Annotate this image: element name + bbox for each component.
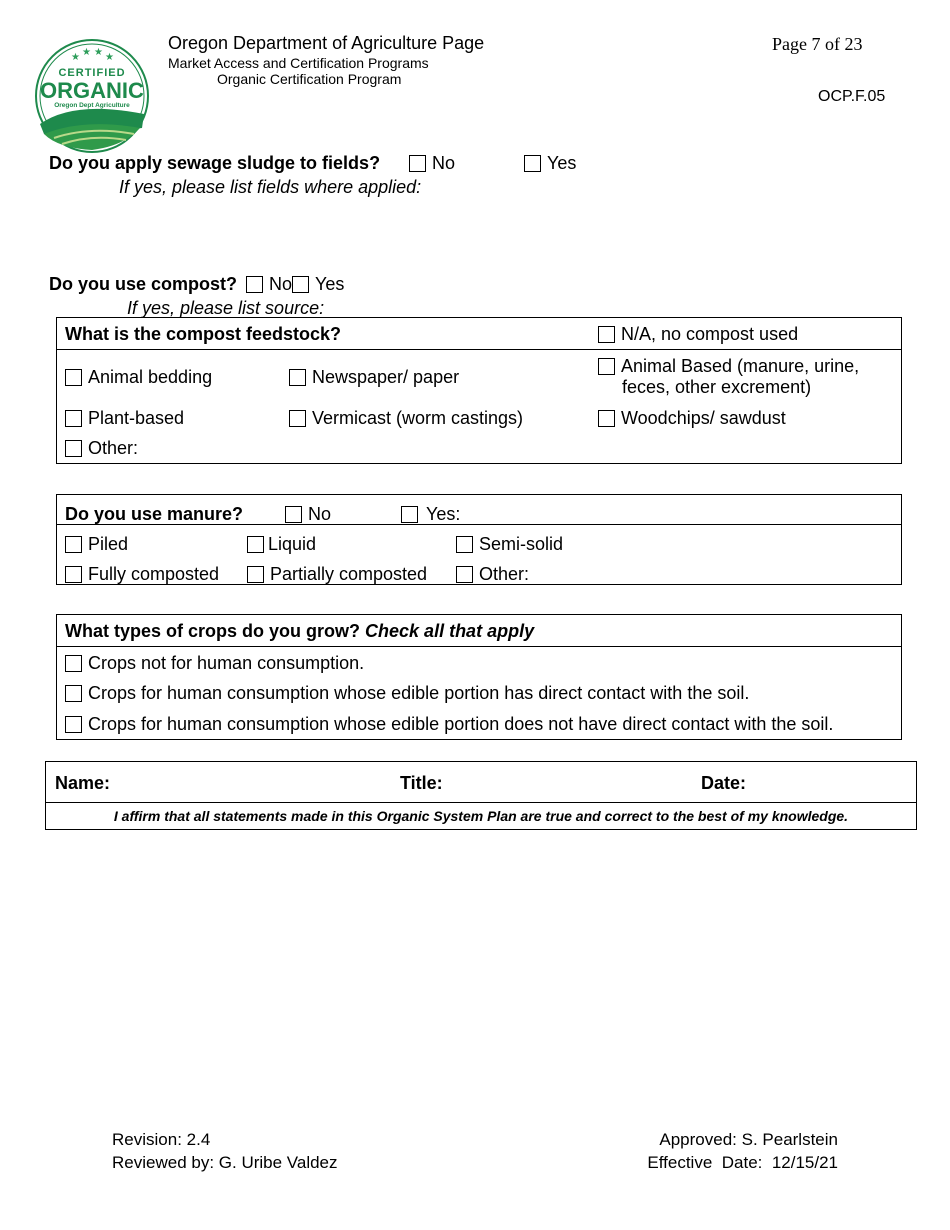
option-label: Crops for human consumption whose edible portion does not have direct contact with the soil. — [88, 714, 834, 734]
manure-table — [56, 494, 902, 585]
option-label: Crops not for human consumption. — [88, 653, 365, 673]
manure-question: Do you use manure? — [65, 504, 244, 524]
option-woodchips[interactable] — [598, 408, 786, 429]
option-label: Yes — [315, 274, 345, 294]
sewage-yes-option[interactable] — [524, 153, 576, 174]
checkbox[interactable] — [409, 155, 426, 172]
checkbox[interactable] — [65, 536, 82, 553]
checkbox[interactable] — [285, 506, 302, 523]
manure-fully-composted[interactable] — [65, 564, 219, 585]
option-label: Woodchips/ sawdust — [621, 408, 786, 428]
footer-effective-date: Effective Date: 12/15/21 — [647, 1153, 838, 1172]
crops-question — [65, 621, 534, 642]
checkbox[interactable] — [65, 410, 82, 427]
svg-text:★: ★ — [82, 47, 91, 58]
organic-logo — [34, 38, 150, 154]
manure-semi-solid[interactable] — [456, 534, 563, 555]
name-field-label[interactable]: Name: — [55, 773, 111, 793]
option-newspaper[interactable] — [289, 367, 459, 388]
manure-liquid[interactable] — [247, 534, 316, 555]
program-subtitle: Market Access and Certification Programs — [168, 55, 429, 71]
option-other[interactable] — [65, 438, 138, 459]
crop-option-not-human[interactable] — [65, 653, 364, 674]
manure-piled[interactable] — [65, 534, 128, 555]
option-label: Plant-based — [88, 408, 185, 428]
option-label: Vermicast (worm castings) — [312, 408, 524, 428]
checkbox[interactable] — [65, 440, 82, 457]
logo-sub-text: Oregon Dept Agriculture — [54, 102, 130, 109]
instruction-label: Check all that apply — [365, 621, 535, 641]
compost-no-checkbox[interactable] — [246, 276, 263, 293]
option-animal-bedding[interactable] — [65, 367, 212, 388]
svg-text:★: ★ — [71, 52, 80, 63]
checkbox[interactable] — [289, 369, 306, 386]
option-label: Yes — [547, 153, 577, 173]
title-field-label[interactable]: Title: — [400, 773, 443, 793]
checkbox[interactable] — [65, 685, 82, 702]
checkbox[interactable] — [456, 536, 473, 553]
checkbox[interactable] — [524, 155, 541, 172]
option-label: Animal Based (manure, urine, — [621, 356, 860, 376]
compost-yes-checkbox[interactable] — [292, 276, 309, 293]
checkbox[interactable] — [289, 410, 306, 427]
checkbox[interactable] — [65, 566, 82, 583]
checkbox[interactable] — [65, 716, 82, 733]
option-label: N/A, no compost used — [621, 324, 799, 344]
checkbox[interactable] — [598, 410, 615, 427]
manure-other[interactable] — [456, 564, 529, 585]
question-label: What types of crops do you grow? — [65, 621, 361, 641]
option-label: Newspaper/ paper — [312, 367, 460, 387]
manure-no-option[interactable] — [285, 504, 331, 525]
svg-text:★: ★ — [94, 47, 103, 58]
checkbox[interactable] — [456, 566, 473, 583]
program-name: Organic Certification Program — [217, 71, 402, 87]
checkbox[interactable] — [598, 358, 615, 375]
option-label: Piled — [88, 534, 129, 554]
option-animal-based-line2: feces, other excrement) — [622, 377, 812, 397]
option-label: Animal bedding — [88, 367, 213, 387]
crop-option-no-soil-contact[interactable] — [65, 714, 833, 735]
option-label: Semi-solid — [479, 534, 564, 554]
sewage-note: If yes, please list fields where applied: — [119, 177, 422, 197]
option-label: Fully composted — [88, 564, 220, 584]
option-label: Yes: — [426, 504, 461, 524]
question-label: Do you use compost? — [49, 274, 238, 294]
option-label: Other: — [88, 438, 139, 458]
crop-option-soil-contact[interactable] — [65, 683, 749, 704]
footer-approved: Approved: S. Pearlstein — [659, 1130, 838, 1149]
date-field-label[interactable]: Date: — [701, 773, 747, 793]
compost-note: If yes, please list source: — [127, 298, 325, 318]
option-vermicast[interactable] — [289, 408, 523, 429]
option-label: Partially composted — [270, 564, 428, 584]
footer-revision: Revision: 2.4 — [112, 1130, 211, 1149]
signature-table — [45, 761, 917, 830]
option-na[interactable] — [598, 324, 798, 345]
manure-partially-composted[interactable] — [247, 564, 427, 585]
crops-table — [56, 614, 902, 740]
sewage-question: Do you apply sewage sludge to fields? — [49, 153, 381, 173]
checkbox[interactable] — [247, 536, 264, 553]
affirmation-statement: I affirm that all statements made in this Organic System Plan are true and correct to the best of my knowledge. — [113, 808, 849, 824]
logo-top-text: CERTIFIED — [58, 67, 126, 79]
feedstock-header: What is the compost feedstock? — [65, 324, 342, 344]
logo-main-text: ORGANIC — [40, 78, 144, 103]
svg-text:★: ★ — [105, 52, 114, 63]
org-title: Oregon Department of Agriculture Page — [168, 33, 485, 53]
sewage-no-option[interactable] — [409, 153, 455, 174]
option-label: Liquid — [268, 534, 317, 554]
option-label: No — [308, 504, 332, 524]
manure-yes-option[interactable] — [401, 504, 460, 525]
checkbox[interactable] — [401, 506, 418, 523]
form-code: OCP.F.05 — [818, 88, 886, 105]
option-label: Crops for human consumption whose edible portion has direct contact with the soil. — [88, 683, 750, 703]
option-label: No — [269, 274, 293, 294]
checkbox[interactable] — [65, 655, 82, 672]
checkbox[interactable] — [247, 566, 264, 583]
footer-reviewed: Reviewed by: G. Uribe Valdez — [112, 1153, 338, 1172]
compost-feedstock-table — [56, 317, 902, 464]
checkbox[interactable] — [65, 369, 82, 386]
option-plant-based[interactable] — [65, 408, 184, 429]
option-label: Other: — [479, 564, 530, 584]
checkbox[interactable] — [598, 326, 615, 343]
compost-question — [49, 274, 344, 295]
option-animal-based[interactable] — [598, 356, 859, 377]
option-label: No — [432, 153, 456, 173]
page-number: Page 7 of 23 — [772, 34, 863, 54]
